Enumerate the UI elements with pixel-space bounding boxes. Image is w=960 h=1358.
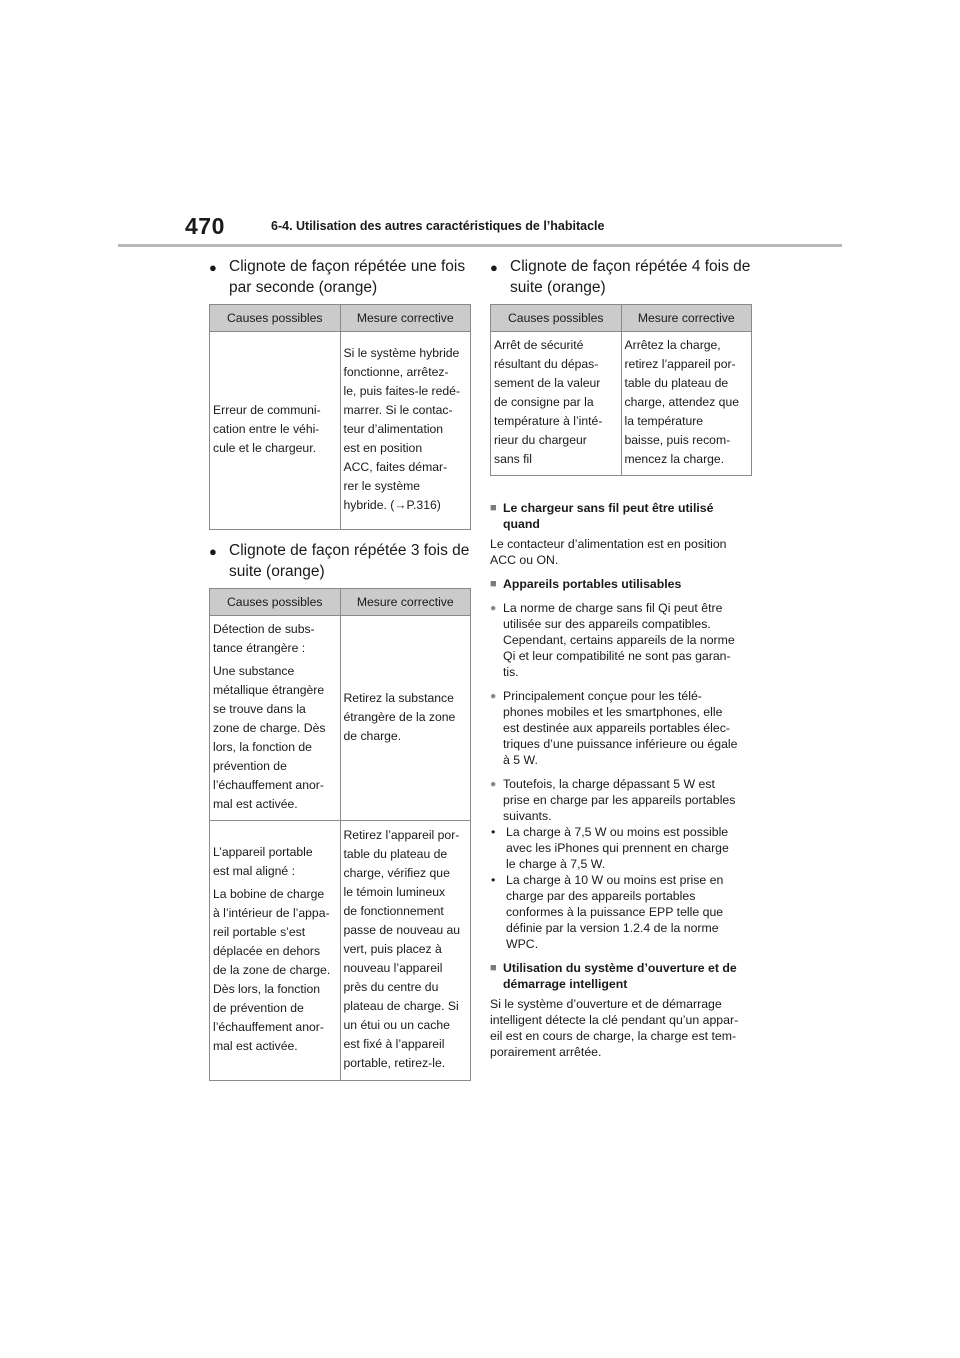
cause-body: La bobine de charge à l’intérieur de l’appa- reil portable s’est déplacée en dehors de la zone de charge. Dès lors, la fonction de prévention de l’échauffement anor- mal est activée. (213, 887, 331, 1053)
measure-cell (340, 332, 471, 530)
measure-cell (340, 821, 471, 1081)
note-heading: ■ Le chargeur sans fil peut être utilisé quand (490, 501, 714, 531)
blink-heading-text: Clignote de façon répétée 4 fois de suite (orange) (510, 258, 751, 296)
cause-body: Une substance métallique étrangère se trouve dans la zone de charge. Dès lors, la fonction de prévention de l’échauffement anor- mal est activée. (213, 664, 326, 811)
causes-table-once (209, 304, 471, 530)
measure-line: étrangère de la zone (343, 709, 456, 724)
square-icon: ■ (490, 502, 497, 514)
header-measure: Mesure corrective (340, 305, 471, 332)
measure-line: près du centre du (343, 980, 439, 994)
cause-line: cation entre le véhi- (213, 422, 320, 436)
sub-bullet: • La charge à 10 W ou moins est prise en charge par des appareils portables conformes à la puissance EPP telle que définie par la version 1.2.4 de la norme WPC. (491, 873, 724, 951)
header-divider (118, 244, 842, 247)
causes-table-three (209, 588, 471, 1081)
cause-line: Arrêt de sécurité (494, 338, 584, 352)
header-measure: Mesure corrective (621, 305, 752, 332)
measure-line: marrer. Si le contac- (343, 403, 453, 417)
measure-line: portable, retirez-le. (343, 1056, 446, 1070)
measure-line: baisse, puis recom- (624, 433, 731, 447)
measure-line: est fixé à l’appareil (343, 1037, 445, 1051)
section-title: 6-4. Utilisation des autres caractéristiques de l’habitacle (271, 219, 605, 233)
cause-line: sans fil (494, 452, 532, 466)
measure-line: est en position (343, 441, 423, 455)
measure-line: de charge. (343, 728, 402, 743)
measure-line: table du plateau de (624, 376, 729, 390)
measure-line: charge, attendez que (624, 395, 740, 409)
measure-line: ACC, faites démar- (343, 460, 448, 474)
note-bullet: ● Toutefois, la charge dépassant 5 W est prise en charge par les appareils portables suivants. (490, 777, 736, 823)
measure-line: la température (624, 414, 704, 428)
note-bullet: ● Principalement conçue pour les télé- phones mobiles et les smartphones, elle est destinée aux appareils portables élec- triques d’une puissance inférieure ou égale à 5 W. (490, 689, 738, 767)
measure-line: rer le système (343, 479, 421, 493)
measure-line: vert, puis placez à (343, 942, 442, 956)
bullet-icon: ● (209, 544, 217, 559)
blink-heading-three (209, 540, 471, 582)
measure-line: Si le système hybride (343, 346, 460, 360)
cause-line: de consigne par la (494, 395, 594, 409)
left-column (209, 256, 471, 1081)
cause-line: rieur du chargeur (494, 433, 587, 447)
note-body: Si le système d’ouverture et de démarrage intelligent détecte la clé pendant qu’un appar- eil est en cours de charge, la charge est tem- porairement arrêtée. (490, 997, 739, 1059)
blink-heading-text: Clignote de façon répétée 3 fois de suite (orange) (229, 542, 470, 580)
blink-heading-once (209, 256, 471, 298)
measure-line: le témoin lumineux (343, 885, 446, 899)
measure-line: passe de nouveau au (343, 923, 461, 937)
cause-line: cule et le chargeur. (213, 441, 316, 455)
header-causes: Causes possibles (210, 305, 341, 332)
measure-line: un étui ou un cache (343, 1018, 450, 1032)
measure-line: Arrêtez la charge, (624, 338, 721, 352)
measure-line: mencez la charge. (624, 452, 725, 466)
header-causes: Causes possibles (491, 305, 622, 332)
cause-cell (491, 332, 622, 476)
note-bullet: ● La norme de charge sans fil Qi peut être utilisée sur des appareils compatibles. Cependant, certains appareils de la norme Qi et leur compatibilité ne sont pas garan- tis. (490, 601, 735, 679)
cause-line: température à l’inté- (494, 414, 603, 428)
cause-cell (210, 821, 341, 1081)
measure-line: retirez l’appareil por- (624, 357, 736, 371)
square-icon: ■ (490, 578, 497, 590)
measure-line: plateau de charge. Si (343, 999, 459, 1013)
disc-icon: ● (490, 690, 497, 702)
measure-line: Retirez l’appareil por- (343, 828, 460, 842)
cause-line: sement de la valeur (494, 376, 601, 390)
dot-icon: • (491, 873, 496, 887)
measure-line: le, puis faites-le redé- (343, 384, 461, 398)
measure-line: teur d’alimentation (343, 422, 444, 436)
header-causes: Causes possibles (210, 589, 341, 616)
measure-line: Retirez la substance (343, 690, 454, 705)
note-body: Le contacteur d’alimentation est en position ACC ou ON. (490, 537, 727, 567)
sub-bullet: • La charge à 7,5 W ou moins est possible avec les iPhones qui prennent en charge le charge à 7,5 W. (491, 825, 729, 871)
page-reference[interactable]: hybride. (→P.316) (343, 498, 441, 512)
blink-heading-four (490, 256, 752, 298)
header-measure: Mesure corrective (340, 589, 471, 616)
notes (490, 500, 752, 1060)
blink-heading-text: Clignote de façon répétée une fois par seconde (orange) (229, 258, 466, 296)
right-column (490, 256, 752, 1060)
measure-cell (340, 616, 471, 821)
note-heading: ■ Utilisation du système d’ouverture et de démarrage intelligent (490, 961, 737, 991)
bullet-icon: ● (490, 260, 498, 275)
measure-cell (621, 332, 752, 476)
note-heading: ■ Appareils portables utilisables (490, 577, 682, 591)
causes-table-four (490, 304, 752, 476)
cause-line: Erreur de communi- (213, 403, 321, 417)
measure-line: charge, vérifiez que (343, 866, 450, 880)
disc-icon: ● (490, 778, 497, 790)
disc-icon: ● (490, 602, 497, 614)
page-number: 470 (185, 213, 225, 239)
measure-line: de fonctionnement (343, 904, 444, 918)
measure-line: nouveau l’appareil (343, 961, 443, 975)
measure-line: table du plateau de (343, 847, 448, 861)
cause-cell (210, 616, 341, 821)
cause-line: résultant du dépas- (494, 357, 599, 371)
cause-title: L’appareil portable est mal aligné : (213, 845, 313, 878)
cause-title: Détection de subs- tance étrangère : (213, 622, 315, 655)
measure-line: fonctionne, arrêtez- (343, 365, 449, 379)
bullet-icon: ● (209, 260, 217, 275)
square-icon: ■ (490, 962, 497, 974)
dot-icon: • (491, 825, 496, 839)
cause-cell (210, 332, 341, 530)
